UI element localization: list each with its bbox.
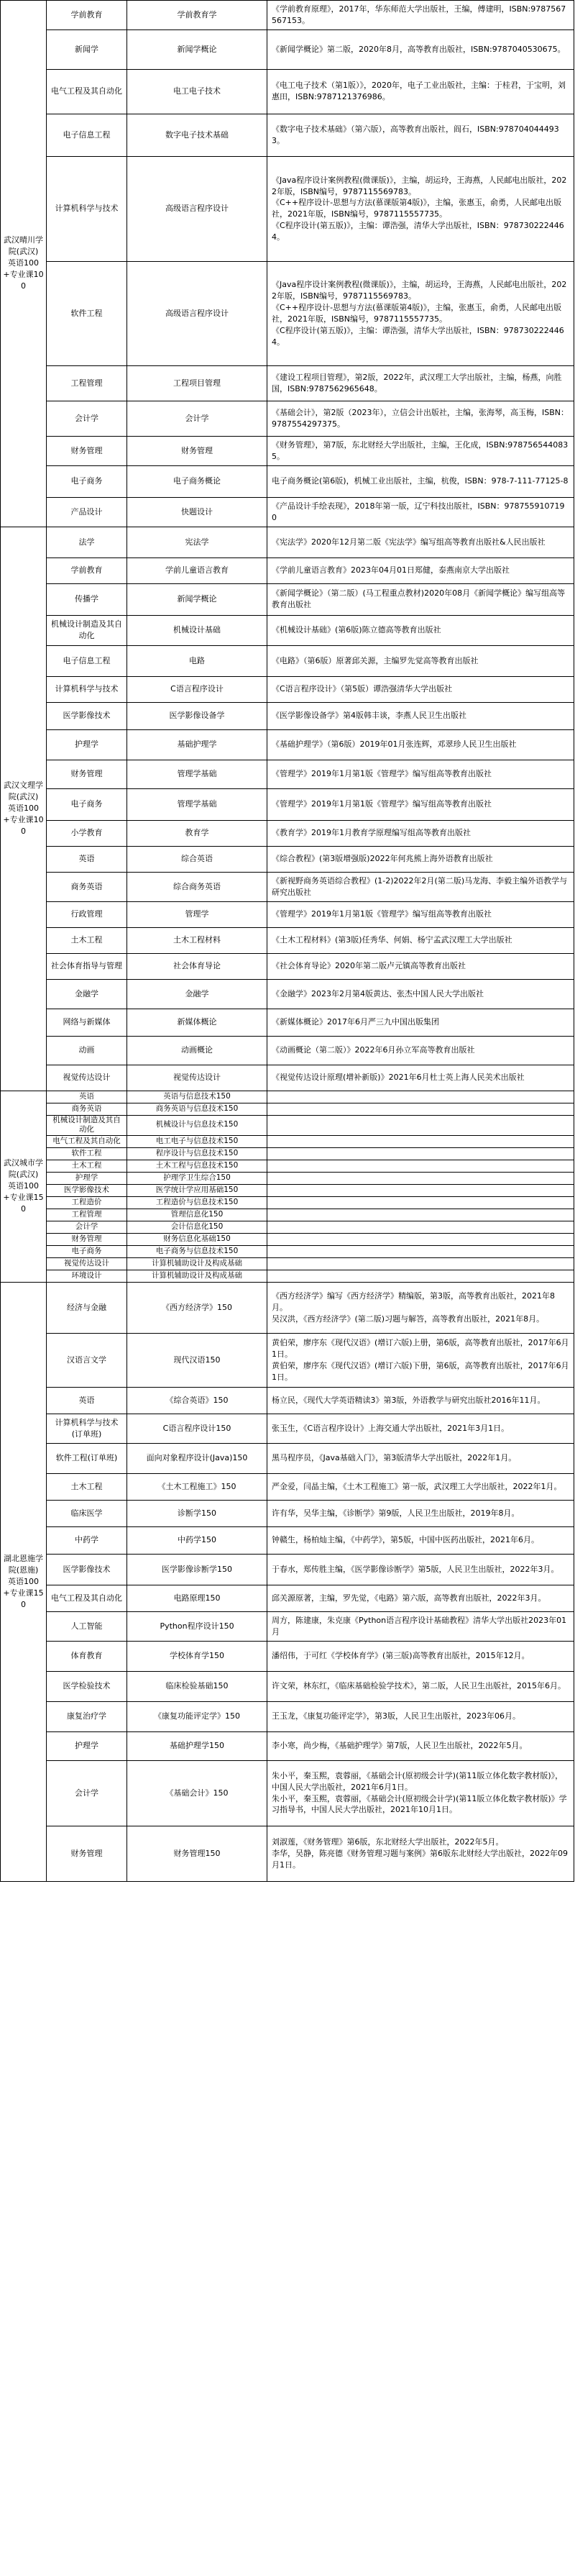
major-cell: 工程管理 xyxy=(47,365,127,401)
reference-cell xyxy=(267,1160,574,1172)
reference-cell: 《Java程序设计案例教程(微课版)》，主编，胡运玲，王海燕，人民邮电出版社，2022年版，ISBN编号，9787115569783。 《C++程序设计-思想与方法(慕课版第4版)》，主编，张惠玉，俞勇，人民邮电出版社，2021年版，ISBN编号，9787115557735。 《C程序设计(第五版)》，主编：谭浩强，清华大学出版社，ISBN：9787302224464。 xyxy=(267,156,574,261)
reference-cell xyxy=(267,1135,574,1147)
table-row xyxy=(1,1387,574,1414)
major-cell: 康复治疗学 xyxy=(47,1701,127,1731)
subject-cell: 基础护理学150 xyxy=(127,1731,267,1760)
reference-cell: 《学前儿童语言教育》2023年04月01日郑健，泰燕南京大学出版社 xyxy=(267,557,574,583)
major-cell: 电子信息工程 xyxy=(47,645,127,676)
table-row xyxy=(1,1245,574,1257)
table-row xyxy=(1,557,574,583)
subject-cell: 诊断学150 xyxy=(127,1500,267,1526)
subject-cell: 学前儿童语言教育 xyxy=(127,557,267,583)
major-cell: 护理学 xyxy=(47,1172,127,1184)
reference-cell: 许有华，吴华主编，《诊断学》第9版，人民卫生出版社，2019年8月。 xyxy=(267,1500,574,1526)
subject-cell: 高级语言程序设计 xyxy=(127,156,267,261)
major-cell: 视觉传达设计 xyxy=(47,1065,127,1091)
subject-cell: 《康复功能评定学》150 xyxy=(127,1701,267,1731)
table-row xyxy=(1,615,574,645)
reference-cell: 黑马程序员，《Java基础入门》，第3版清华大学出版社，2022年1月。 xyxy=(267,1443,574,1473)
table-row xyxy=(1,69,574,114)
subject-cell: 基础护理学 xyxy=(127,729,267,760)
subject-cell: 管理学基础 xyxy=(127,760,267,788)
reference-cell: 《新闻学概论》第二版，2020年8月，高等教育出版社，ISBN:9787040530675。 xyxy=(267,29,574,69)
table-row xyxy=(1,1221,574,1233)
reference-cell: 《产品设计手绘表现》，2018年第一版，辽宁科技出版社，ISBN：9787559107190 xyxy=(267,497,574,527)
major-cell: 视觉传达设计 xyxy=(47,1257,127,1270)
subject-cell: 学前教育学 xyxy=(127,1,267,30)
reference-cell: 于春水，郑传胜主编，《医学影像诊断学》第5版，人民卫生出版社，2022年3月。 xyxy=(267,1554,574,1585)
subject-cell: 中药学150 xyxy=(127,1526,267,1554)
reference-cell: 《西方经济学》编写《西方经济学》精编版，第3版，高等教育出版社，2021年8月。 吴汉洪，《西方经济学》(第二版)习题与解答，高等教育出版社，2021年8月。 xyxy=(267,1282,574,1333)
subject-cell: C语言程序设计150 xyxy=(127,1414,267,1443)
subject-cell: 会计信息化150 xyxy=(127,1221,267,1233)
reference-cell: 《电路》（第6版）原著邱关源，主编罗先觉高等教育出版社 xyxy=(267,645,574,676)
table-row xyxy=(1,401,574,436)
table-row xyxy=(1,1585,574,1611)
reference-cell: 《新闻学概论》（第二版）(马工程重点教材)2020年08月《新闻学概论》编写组高等教育出版社 xyxy=(267,583,574,615)
subject-cell: 快题设计 xyxy=(127,497,267,527)
major-cell: 传播学 xyxy=(47,583,127,615)
table-row xyxy=(1,1172,574,1184)
reference-cell: 《管理学》2019年1月第1版《管理学》编写组高等教育出版社 xyxy=(267,760,574,788)
reference-cell: 张玉生，《C语言程序设计》上海交通大学出版社，2021年3月1日。 xyxy=(267,1414,574,1443)
reference-cell xyxy=(267,1257,574,1270)
subject-cell: 社会体育导论 xyxy=(127,953,267,979)
reference-cell xyxy=(267,1196,574,1209)
reference-cell: 电子商务概论(第6版)，机械工业出版社，主编，杭俊，ISBN：978-7-111-77125-8 xyxy=(267,465,574,497)
major-cell: 动画 xyxy=(47,1036,127,1065)
reference-cell xyxy=(267,1184,574,1196)
reference-cell: 《教育学》2019年1月教育学原理编写组高等教育出版社 xyxy=(267,820,574,846)
table-row xyxy=(1,1184,574,1196)
major-cell: 新闻学 xyxy=(47,29,127,69)
school-cell: 武汉晴川学院(武汉) 英语100+专业课100 xyxy=(1,1,47,527)
reference-cell xyxy=(267,1245,574,1257)
table-row xyxy=(1,1760,574,1826)
table-row xyxy=(1,1641,574,1671)
subject-cell: 程序设计与信息技术150 xyxy=(127,1147,267,1160)
subject-cell: 计算机辅助设计及构成基础 xyxy=(127,1270,267,1282)
table-row xyxy=(1,1701,574,1731)
table-row xyxy=(1,1611,574,1641)
reference-cell: 《动画概论（第二版）》2022年6月孙立军高等教育出版社 xyxy=(267,1036,574,1065)
major-cell: 机械设计制造及其自动化 xyxy=(47,615,127,645)
subject-cell: 工程项目管理 xyxy=(127,365,267,401)
table-row xyxy=(1,901,574,927)
reference-cell: 《新视野商务英语综合教程》(1-2)2022年2月(第二版)马龙海、李毅主编外语教学与研究出版社 xyxy=(267,872,574,901)
subject-cell: 工程造价与信息技术150 xyxy=(127,1196,267,1209)
major-cell: 计算机科学与技术 xyxy=(47,676,127,702)
subject-cell: 电工电子技术 xyxy=(127,69,267,114)
table-row xyxy=(1,1826,574,1881)
subject-cell: 《综合英语》150 xyxy=(127,1387,267,1414)
reference-cell xyxy=(267,1221,574,1233)
reference-cell: 王玉龙，《康复功能评定学》，第3版，人民卫生出版社，2023年06月。 xyxy=(267,1701,574,1731)
table-row xyxy=(1,820,574,846)
major-cell: 电子信息工程 xyxy=(47,114,127,156)
subject-cell: 商务英语与信息技术150 xyxy=(127,1103,267,1115)
subject-cell: 财务管理150 xyxy=(127,1826,267,1881)
reference-cell xyxy=(267,1091,574,1103)
reference-cell: 《学前教育原理》，2017年，华东师范大学出版社，王编，傅建明，ISBN:9787567567153。 xyxy=(267,1,574,30)
subject-cell: 临床检验基础150 xyxy=(127,1671,267,1701)
subject-cell: 高级语言程序设计 xyxy=(127,261,267,365)
subject-cell: 金融学 xyxy=(127,979,267,1009)
major-cell: 机械设计制造及其自动化 xyxy=(47,1115,127,1135)
major-cell: 学前教育 xyxy=(47,1,127,30)
table-row xyxy=(1,979,574,1009)
table-row xyxy=(1,1233,574,1245)
subject-cell: 新媒体概论 xyxy=(127,1009,267,1036)
reference-cell: 《数字电子技术基础》（第六版），高等教育出版社，阎石，ISBN:9787040444933。 xyxy=(267,114,574,156)
table-row xyxy=(1,729,574,760)
subject-cell: 财务信息化基础150 xyxy=(127,1233,267,1245)
subject-cell: 视觉传达设计 xyxy=(127,1065,267,1091)
subject-cell: 机械设计与信息技术150 xyxy=(127,1115,267,1135)
subject-cell: 机械设计基础 xyxy=(127,615,267,645)
major-cell: 电气工程及其自动化 xyxy=(47,1585,127,1611)
table-row xyxy=(1,1500,574,1526)
table-row xyxy=(1,1473,574,1500)
reference-cell: 《社会体育导论》2020年第二版卢元镇高等教育出版社 xyxy=(267,953,574,979)
major-cell: 网络与新媒体 xyxy=(47,1009,127,1036)
table-row xyxy=(1,29,574,69)
major-cell: 土木工程 xyxy=(47,1473,127,1500)
table-row xyxy=(1,953,574,979)
reference-cell xyxy=(267,1115,574,1135)
major-cell: 汉语言文学 xyxy=(47,1333,127,1387)
reference-cell: 许文荣，林东红，《临床基础检验学技术》，第二版，人民卫生出版社，2015年6月。 xyxy=(267,1671,574,1701)
subject-cell: 学校体育学150 xyxy=(127,1641,267,1671)
major-cell: 软件工程 xyxy=(47,1147,127,1160)
subject-cell: 数字电子技术基础 xyxy=(127,114,267,156)
subject-cell: 新闻学概论 xyxy=(127,583,267,615)
major-cell: 经济与金融 xyxy=(47,1282,127,1333)
major-cell: 产品设计 xyxy=(47,497,127,527)
major-cell: 医学影像技术 xyxy=(47,1184,127,1196)
reference-cell: 朱小平，秦玉熙，袁蓉丽，《基础会计(原初级会计学)(第11版立体化数字教材版)》，中国人民大学出版社，2021年6月1日。 朱小平，秦玉熙，袁蓉丽，《基础会计(原初级会计学)(第11版立体化数字教材版)》学习指导书，中国人民大学出版社，2021年10月1日。 xyxy=(267,1760,574,1826)
reference-cell: 《金融学》2023年2月第4版黄达、张杰中国人民大学出版社 xyxy=(267,979,574,1009)
subject-cell: C语言程序设计 xyxy=(127,676,267,702)
school-cell: 武汉城市学院(武汉) 英语100+专业课150 xyxy=(1,1091,47,1282)
subject-cell: 现代汉语150 xyxy=(127,1333,267,1387)
table-row xyxy=(1,156,574,261)
table-row xyxy=(1,1270,574,1282)
reference-cell: 《Java程序设计案例教程(微课版)》，主编，胡运玲，王海燕，人民邮电出版社，2022年版，ISBN编号，9787115569783。 《C++程序设计-思想与方法(慕课版第4版)》，主编，张惠玉，俞勇，人民邮电出版社，2021年版，ISBN编号，9787115557735。 《C程序设计(第五版)》，主编：谭浩强，清华大学出版社，ISBN：9787302224464。 xyxy=(267,261,574,365)
table-row xyxy=(1,1282,574,1333)
table-row xyxy=(1,1526,574,1554)
subject-cell: 电路原理150 xyxy=(127,1585,267,1611)
reference-cell xyxy=(267,1172,574,1184)
subject-cell: 教育学 xyxy=(127,820,267,846)
table-row xyxy=(1,872,574,901)
major-cell: 工程造价 xyxy=(47,1196,127,1209)
major-cell: 环境设计 xyxy=(47,1270,127,1282)
table-row xyxy=(1,1135,574,1147)
table-row xyxy=(1,497,574,527)
table-row xyxy=(1,436,574,465)
reference-cell: 刘淑莲，《财务管理》第6版，东北财经大学出版社，2022年5月。 李华，吴静，陈亮德《财务管理习题与案例》第6版东北财经大学出版社，2022年09月1日。 xyxy=(267,1826,574,1881)
reference-cell: 《视觉传达设计原理(增补新版)》2021年6月杜士英上海人民美术出版社 xyxy=(267,1065,574,1091)
table-row xyxy=(1,1257,574,1270)
table-row xyxy=(1,1065,574,1091)
major-cell: 电气工程及其自动化 xyxy=(47,1135,127,1147)
table-row xyxy=(1,760,574,788)
reference-cell xyxy=(267,1270,574,1282)
table-row xyxy=(1,1091,574,1103)
major-cell: 临床医学 xyxy=(47,1500,127,1526)
major-cell: 护理学 xyxy=(47,729,127,760)
school-cell: 武汉文理学院(武汉) 英语100+专业课100 xyxy=(1,527,47,1091)
table-row xyxy=(1,927,574,953)
major-cell: 财务管理 xyxy=(47,760,127,788)
reference-cell: 《财务管理》，第7版，东北财经大学出版社，主编，王化成，ISBN:9787565440835。 xyxy=(267,436,574,465)
subject-cell: 英语与信息技术150 xyxy=(127,1091,267,1103)
major-cell: 英语 xyxy=(47,846,127,872)
reference-cell: 《基础会计》，第2版（2023年），立信会计出版社，主编，张海琴，高玉梅，ISBN：9787554297375。 xyxy=(267,401,574,436)
subject-cell: 面向对象程序设计(Java)150 xyxy=(127,1443,267,1473)
subject-cell: 电工电子与信息技术150 xyxy=(127,1135,267,1147)
reference-cell: 《宪法学》2020年12月第二版《宪法学》编写组高等教育出版社&人民出版社 xyxy=(267,527,574,557)
table-row xyxy=(1,1103,574,1115)
major-cell: 电子商务 xyxy=(47,1245,127,1257)
reference-cell: 邱关源原著，主编，罗先觉，《电路》第六版，高等教育出版社，2022年3月。 xyxy=(267,1585,574,1611)
major-cell: 金融学 xyxy=(47,979,127,1009)
reference-cell: 《综合教程》(第3版增强版)2022年何兆熊上海外语教育出版社 xyxy=(267,846,574,872)
reference-cell: 《C语言程序设计》（第5版）谭浩强清华大学出版社 xyxy=(267,676,574,702)
school-cell: 湖北恩施学院(恩施) 英语100+专业课150 xyxy=(1,1282,47,1881)
subject-cell: 护理学卫生综合150 xyxy=(127,1172,267,1184)
table-row xyxy=(1,1731,574,1760)
subject-cell: 电路 xyxy=(127,645,267,676)
reference-cell: 黄伯荣，廖序东《现代汉语》(增订六版)上册，第6版，高等教育出版社，2017年6月1日。 黄伯荣，廖序东《现代汉语》(增订六版)下册，第6版，高等教育出版社，2017年6月1日。 xyxy=(267,1333,574,1387)
subject-cell: 动画概论 xyxy=(127,1036,267,1065)
table-row xyxy=(1,583,574,615)
table-row xyxy=(1,1009,574,1036)
subject-cell: 综合英语 xyxy=(127,846,267,872)
table-row xyxy=(1,702,574,729)
major-cell: 软件工程 xyxy=(47,261,127,365)
major-cell: 电气工程及其自动化 xyxy=(47,69,127,114)
table-row xyxy=(1,645,574,676)
table-row xyxy=(1,1196,574,1209)
major-cell: 会计学 xyxy=(47,1760,127,1826)
major-cell: 计算机科学与技术 xyxy=(47,156,127,261)
subject-cell: 会计学 xyxy=(127,401,267,436)
subject-cell: Python程序设计150 xyxy=(127,1611,267,1641)
reference-cell: 《基础护理学》（第6版）2019年01月张连辉，邓翠珍人民卫生出版社 xyxy=(267,729,574,760)
major-cell: 护理学 xyxy=(47,1731,127,1760)
table-row xyxy=(1,846,574,872)
reference-cell: 《医学影像设备学》第4版韩丰谈，李燕人民卫生出版社 xyxy=(267,702,574,729)
subject-cell: 土木工程材料 xyxy=(127,927,267,953)
major-cell: 电子商务 xyxy=(47,788,127,820)
major-cell: 医学检验技术 xyxy=(47,1671,127,1701)
reference-cell xyxy=(267,1233,574,1245)
table-row xyxy=(1,1414,574,1443)
major-cell: 土木工程 xyxy=(47,927,127,953)
subject-cell: 医学统计学应用基础150 xyxy=(127,1184,267,1196)
subject-cell: 宪法学 xyxy=(127,527,267,557)
major-cell: 财务管理 xyxy=(47,436,127,465)
major-cell: 体育教育 xyxy=(47,1641,127,1671)
table-row xyxy=(1,114,574,156)
table-row xyxy=(1,465,574,497)
subject-cell: 新闻学概论 xyxy=(127,29,267,69)
table-row xyxy=(1,1036,574,1065)
reference-cell xyxy=(267,1209,574,1221)
reference-cell xyxy=(267,1147,574,1160)
major-cell: 工程管理 xyxy=(47,1209,127,1221)
reference-cell: 李小寒，尚少梅，《基础护理学》第7版，人民卫生出版社，2022年5月。 xyxy=(267,1731,574,1760)
reference-cell: 《土木工程材料》(第3版)任秀华、何娟、杨宁孟武汉理工大学出版社 xyxy=(267,927,574,953)
major-cell: 中药学 xyxy=(47,1526,127,1554)
major-cell: 计算机科学与技术(订单班) xyxy=(47,1414,127,1443)
table-row xyxy=(1,261,574,365)
subject-cell: 医学影像设备学 xyxy=(127,702,267,729)
major-cell: 行政管理 xyxy=(47,901,127,927)
major-cell: 社会体育指导与管理 xyxy=(47,953,127,979)
reference-cell: 周方，陈建康，朱克康《Python语言程序设计基础教程》清华大学出版社2023年01月 xyxy=(267,1611,574,1641)
major-cell: 软件工程(订单班) xyxy=(47,1443,127,1473)
subject-cell: 《西方经济学》150 xyxy=(127,1282,267,1333)
reference-cell: 《新媒体概论》2017年6月严三九中国出版集团 xyxy=(267,1009,574,1036)
major-cell: 小学教育 xyxy=(47,820,127,846)
major-cell: 医学影像技术 xyxy=(47,1554,127,1585)
major-cell: 英语 xyxy=(47,1387,127,1414)
major-cell: 财务管理 xyxy=(47,1233,127,1245)
subject-cell: 管理信息化150 xyxy=(127,1209,267,1221)
reference-cell xyxy=(267,1103,574,1115)
major-cell: 会计学 xyxy=(47,401,127,436)
table-row xyxy=(1,1671,574,1701)
major-cell: 土木工程 xyxy=(47,1160,127,1172)
table-row xyxy=(1,1443,574,1473)
table-row xyxy=(1,1554,574,1585)
subject-cell: 财务管理 xyxy=(127,436,267,465)
major-cell: 医学影像技术 xyxy=(47,702,127,729)
table-row xyxy=(1,788,574,820)
subject-cell: 土木工程与信息技术150 xyxy=(127,1160,267,1172)
table-row xyxy=(1,1,574,30)
reference-cell: 《电工电子技术（第1版）》，2020年，电子工业出版社，主编：于桂君，于宝明，刘惠田，ISBN:9787121376986。 xyxy=(267,69,574,114)
reference-cell: 《建设工程项目管理》，第2版，2022年，武汉理工大学出版社，主编，杨燕，向胜国，ISBN:9787562965648。 xyxy=(267,365,574,401)
major-cell: 财务管理 xyxy=(47,1826,127,1881)
subject-cell: 《土木工程施工》150 xyxy=(127,1473,267,1500)
subject-cell: 《基础会计》150 xyxy=(127,1760,267,1826)
reference-cell: 严金爱，闫晶主编，《土木工程施工》第一版，武汉理工大学出版社，2022年1月。 xyxy=(267,1473,574,1500)
reference-cell: 杨立民，《现代大学英语精读3》第3版，外语教学与研究出版社2016年11月。 xyxy=(267,1387,574,1414)
subject-cell: 管理学基础 xyxy=(127,788,267,820)
subject-cell: 管理学 xyxy=(127,901,267,927)
subject-cell: 医学影像诊断学150 xyxy=(127,1554,267,1585)
reference-cell: 《管理学》2019年1月第1版《管理学》编写组高等教育出版社 xyxy=(267,901,574,927)
table-row xyxy=(1,1115,574,1135)
major-cell: 人工智能 xyxy=(47,1611,127,1641)
table-row xyxy=(1,676,574,702)
major-cell: 会计学 xyxy=(47,1221,127,1233)
major-cell: 商务英语 xyxy=(47,872,127,901)
subject-cell: 综合商务英语 xyxy=(127,872,267,901)
major-cell: 电子商务 xyxy=(47,465,127,497)
major-cell: 英语 xyxy=(47,1091,127,1103)
major-cell: 学前教育 xyxy=(47,557,127,583)
subject-cell: 计算机辅助设计及构成基础 xyxy=(127,1257,267,1270)
table-row xyxy=(1,1333,574,1387)
table-row xyxy=(1,365,574,401)
reference-cell: 潘绍伟，于可红《学校体育学》(第三版)高等教育出版社，2015年12月。 xyxy=(267,1641,574,1671)
table-row xyxy=(1,527,574,557)
major-cell: 商务英语 xyxy=(47,1103,127,1115)
subject-cell: 电子商务概论 xyxy=(127,465,267,497)
table-row xyxy=(1,1147,574,1160)
reference-cell: 钟赣生，杨柏灿主编，《中药学》，第5版，中国中医药出版社，2021年6月。 xyxy=(267,1526,574,1554)
subject-cell: 电子商务与信息技术150 xyxy=(127,1245,267,1257)
table-row xyxy=(1,1209,574,1221)
reference-cell: 《机械设计基础》(第6版)陈立德高等教育出版社 xyxy=(267,615,574,645)
major-cell: 法学 xyxy=(47,527,127,557)
reference-cell: 《管理学》2019年1月第1版《管理学》编写组高等教育出版社 xyxy=(267,788,574,820)
table-row xyxy=(1,1160,574,1172)
